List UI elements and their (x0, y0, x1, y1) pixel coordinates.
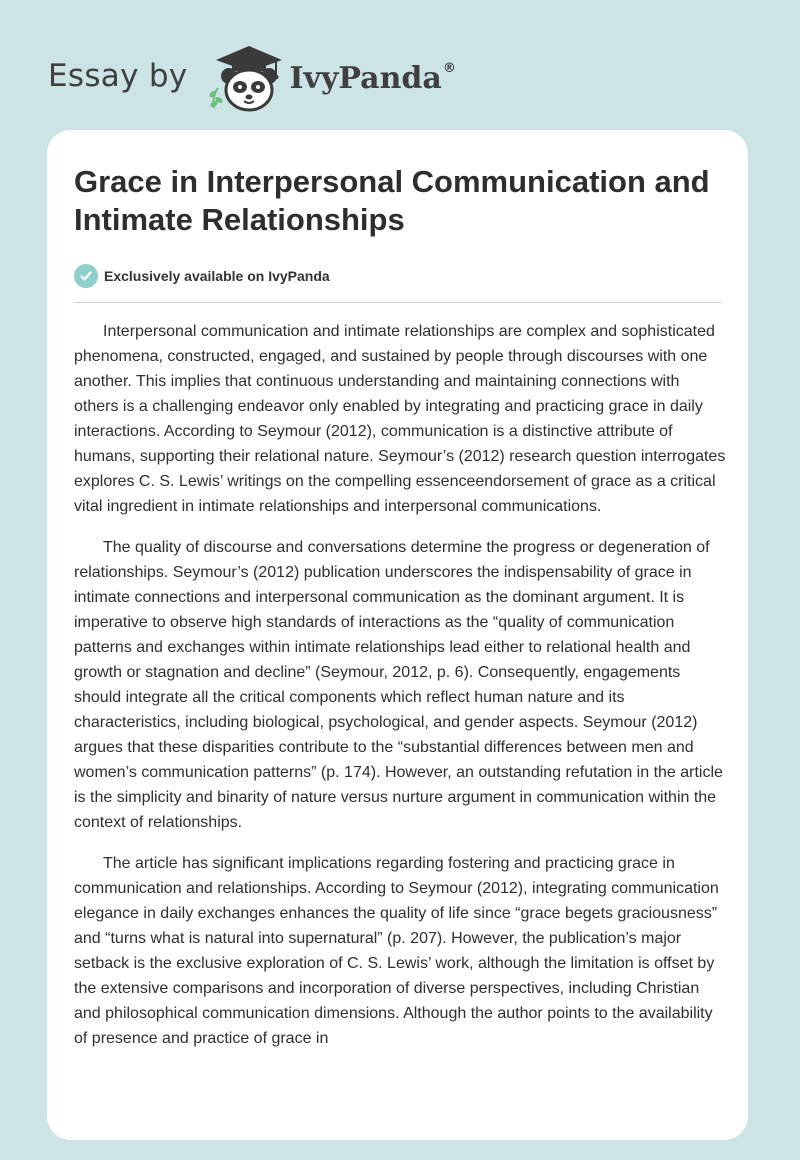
paragraph-1: Interpersonal communication and intimate relationships are complex and sophisticated phenomena, constructed, engaged, and sustained by people through discourses with one another. This implies that continuous understanding and maintaining connections with others is a challenging endeavor only enabled by integrating and practicing grace in daily interactions. According to Seymour (2012), communication is a distinctive attribute of humans, supporting their relational nature. Seymour’s (2012) research question interrogates explores C. S. Lewis’ writings on the compelling essenceendorsement of grace as a critical vital ingredient in intimate relationships and interpersonal communications. (74, 323, 726, 515)
essay-body (74, 319, 726, 1067)
essay-card (47, 130, 748, 1140)
site-header (48, 36, 456, 116)
check-circle-icon (74, 264, 98, 288)
brand-name (290, 61, 456, 96)
brand-prefix: Essay by (48, 58, 188, 94)
brand-name-text: IvyPanda (289, 60, 442, 96)
panda-graduate-logo-icon (202, 38, 288, 114)
divider (74, 302, 722, 303)
registered-mark: ® (442, 60, 456, 76)
essay-title: Grace in Interpersonal Communication and Intimate Relationships (74, 164, 710, 237)
paragraph-2: The quality of discourse and conversations determine the progress or degeneration of relationships. Seymour’s (2012) publication underscores the indispensability of grace in intimate connections and interpersonal communication as the dominant argument. It is imperative to observe high standards of interactions as the “quality of communication patterns and exchanges within intimate relationships lead either to relational health and growth or stagnation and decline” (Seymour, 2012, p. 6). Consequently, engagements should integrate all the critical components which reflect human nature and its characteristics, including biological, psychological, and gender aspects. Seymour (2012) argues that these disparities contribute to the “substantial differences between men and women’s communication patterns” (p. 174). However, an outstanding refutation in the article is the simplicity and binarity of nature versus nurture argument in communication within the context of relationships. (74, 539, 723, 831)
paragraph-3: The article has significant implications regarding fostering and practicing grace in communication and relationships. According to Seymour (2012), integrating communication elegance in daily exchanges enhances the quality of life since “grace begets graciousness” and “turns what is natural into supernatural” (p. 207). However, the publication’s major setback is the exclusive exploration of C. S. Lewis’ work, although the limitation is offset by the extensive comparisons and incorporation of diverse perspectives, including Christian and philosophical communication dimensions. Although the author points to the availability of presence and practice of grace in (74, 855, 719, 1047)
checkmark-icon (79, 269, 93, 283)
exclusive-text: Exclusively available on IvyPanda (104, 268, 330, 284)
exclusive-badge (74, 264, 330, 288)
